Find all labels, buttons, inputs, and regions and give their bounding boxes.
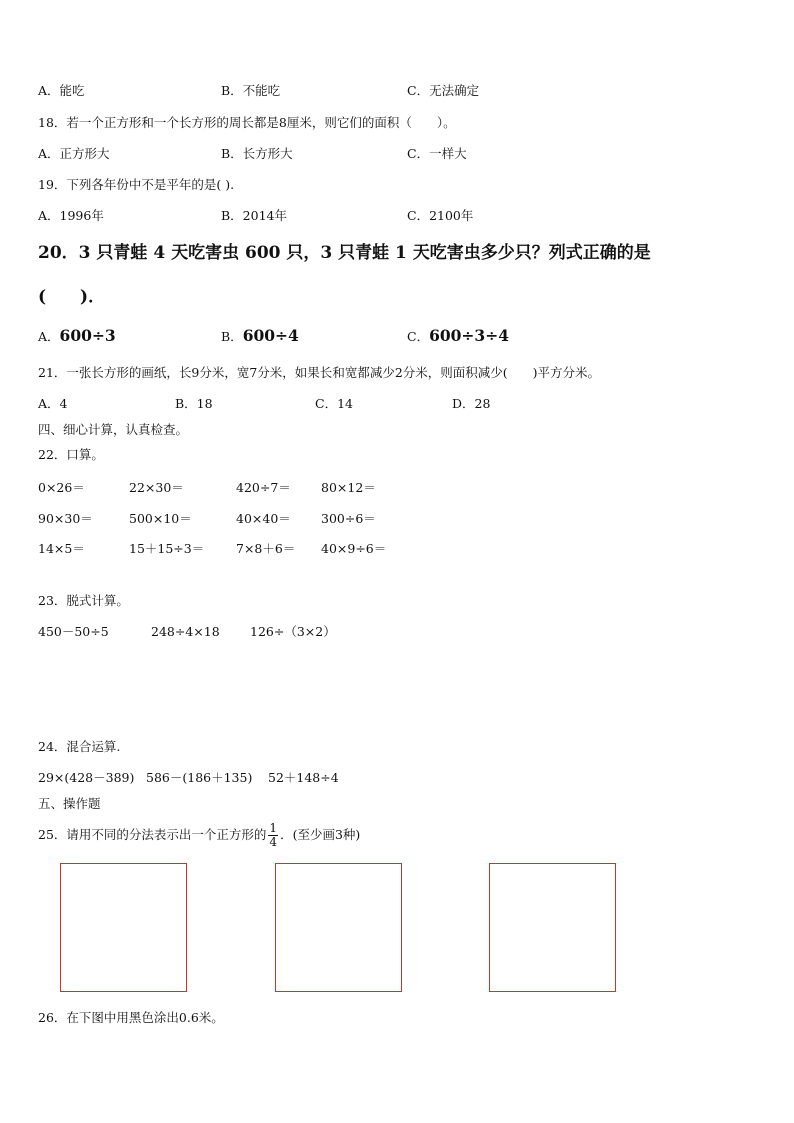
q25-stem-before: 25．请用不同的分法表示出一个正方形的	[38, 827, 267, 842]
q22-stem: 22．口算。	[38, 447, 104, 462]
q18-option-a: A．正方形大	[38, 146, 110, 161]
q17-option-c: C．无法确定	[407, 83, 480, 98]
q22-item: 420÷7＝	[236, 480, 291, 495]
section-5-heading: 五、操作题	[38, 796, 101, 811]
q20-option-b	[221, 328, 299, 345]
q20-stem-line2: ( )．	[38, 287, 106, 307]
q20-option-c-label: C．	[407, 329, 430, 344]
q20-stem-line1: 20．3 只青蛙 4 天吃害虫 600 只，3 只青蛙 1 天吃害虫多少只？列式正确的是	[38, 243, 651, 263]
q18-option-b: B．长方形大	[221, 146, 293, 161]
q20-option-c-value: 600÷3÷4	[429, 326, 509, 345]
q17-option-a: A．能吃	[38, 83, 85, 98]
q23-item: 126÷（3×2）	[250, 624, 336, 639]
section-4-heading: 四、细心计算，认真检查。	[38, 422, 189, 437]
q25-stem-after: ．(至少画3种)	[280, 827, 361, 842]
q23-item: 248÷4×18	[151, 624, 220, 639]
q22-item: 90×30＝	[38, 511, 93, 526]
q25-square-1[interactable]	[60, 863, 187, 992]
q19-option-a: A．1996年	[38, 208, 104, 223]
q21-option-d: D．28	[452, 396, 491, 411]
q22-item: 14×5＝	[38, 541, 85, 556]
q25-square-2[interactable]	[275, 863, 402, 992]
q22-item: 80×12＝	[321, 480, 376, 495]
q20-option-c	[407, 328, 509, 345]
q20-option-a-value: 600÷3	[59, 326, 116, 345]
q22-item: 40×9÷6＝	[321, 541, 387, 556]
q23-item: 450－50÷5	[38, 624, 109, 639]
q23-stem: 23．脱式计算。	[38, 593, 129, 608]
q18-option-c: C．一样大	[407, 146, 467, 161]
q24-item: 586－(186＋135)	[146, 770, 253, 785]
q21-option-b: B．18	[175, 396, 213, 411]
q22-item: 300÷6＝	[321, 511, 376, 526]
q22-item: 40×40＝	[236, 511, 291, 526]
q20-option-b-label: B．	[221, 329, 243, 344]
q24-item: 52＋148÷4	[268, 770, 339, 785]
q22-item: 22×30＝	[129, 480, 184, 495]
q22-item: 500×10＝	[129, 511, 192, 526]
q19-stem: 19．下列各年份中不是平年的是( ).	[38, 177, 235, 192]
q24-item: 29×(428－389)	[38, 770, 135, 785]
q25-stem	[38, 818, 360, 852]
q20-options	[38, 328, 758, 348]
q26-stem: 26．在下图中用黑色涂出0.6米。	[38, 1010, 224, 1025]
q20-option-a	[38, 328, 116, 345]
q18-stem: 18．若一个正方形和一个长方形的周长都是8厘米，则它们的面积（ ）。	[38, 115, 456, 130]
q22-item: 0×26＝	[38, 480, 85, 495]
q19-option-b: B．2014年	[221, 208, 287, 223]
q25-fraction-numerator: 1	[269, 821, 278, 835]
q25-fraction	[268, 822, 278, 849]
q17-option-b: B．不能吃	[221, 83, 281, 98]
q25-square-3[interactable]	[489, 863, 616, 992]
q22-item: 15＋15÷3＝	[129, 541, 205, 556]
q21-option-a: A．4	[38, 396, 68, 411]
q24-stem: 24．混合运算.	[38, 739, 121, 754]
q25-fraction-denominator: 4	[269, 835, 278, 849]
q19-option-c: C．2100年	[407, 208, 474, 223]
q21-option-c: C．14	[315, 396, 353, 411]
q20-option-a-label: A．	[38, 329, 60, 344]
q22-item: 7×8＋6＝	[236, 541, 296, 556]
q21-stem: 21．一张长方形的画纸，长9分米，宽7分米，如果长和宽都减少2分米，则面积减少( )平方分米。	[38, 365, 601, 380]
q20-option-b-value: 600÷4	[242, 326, 299, 345]
